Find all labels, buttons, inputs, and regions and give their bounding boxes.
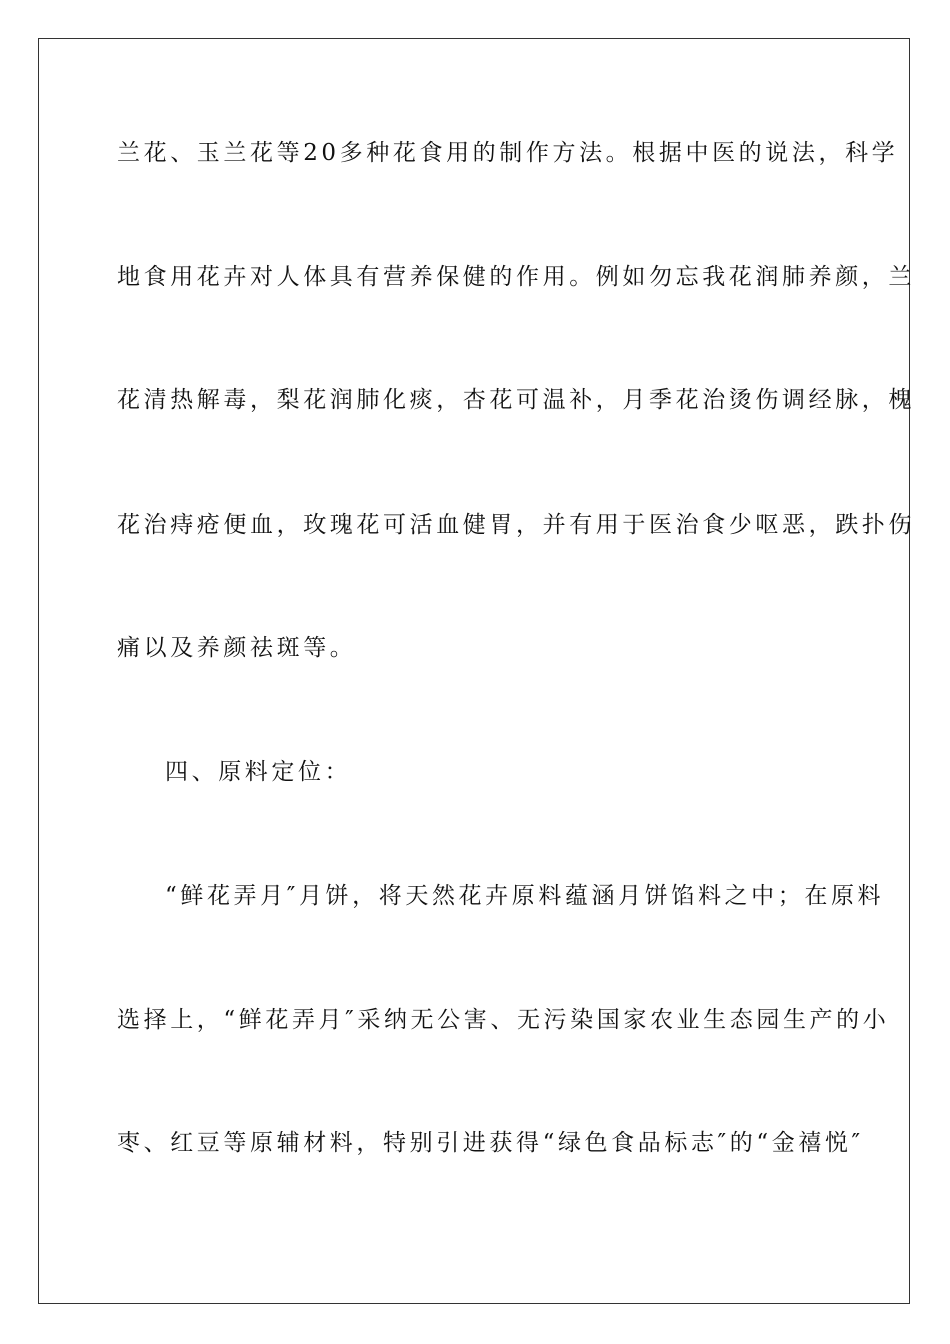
text-line: 痛以及养颜祛斑等。 <box>117 635 357 661</box>
text-line: 花治痔疮便血，玫瑰花可活血健胃，并有用于医治食少呕恶，跌扑伤 <box>117 512 915 538</box>
text-line: 地食用花卉对人体具有营养保健的作用。例如勿忘我花润肺养颜，兰 <box>117 264 915 290</box>
paragraph-first-line: “鲜花弄月″月饼，将天然花卉原料蕴涵月饼馅料之中；在原料 <box>165 883 885 909</box>
section-heading: 四、原料定位： <box>165 759 352 785</box>
text-line: 枣、红豆等原辅材料，特别引进获得“绿色食品标志″的“金禧悦″ <box>117 1130 864 1156</box>
text-line: 兰花、玉兰花等20多种花食用的制作方法。根据中医的说法，科学 <box>117 140 899 166</box>
text-line: 选择上，“鲜花弄月″采纳无公害、无污染国家农业生态园生产的小 <box>117 1007 890 1033</box>
page-border <box>38 38 915 1304</box>
text-line: 花清热解毒，梨花润肺化痰，杏花可温补，月季花治烫伤调经脉，槐 <box>117 387 915 413</box>
